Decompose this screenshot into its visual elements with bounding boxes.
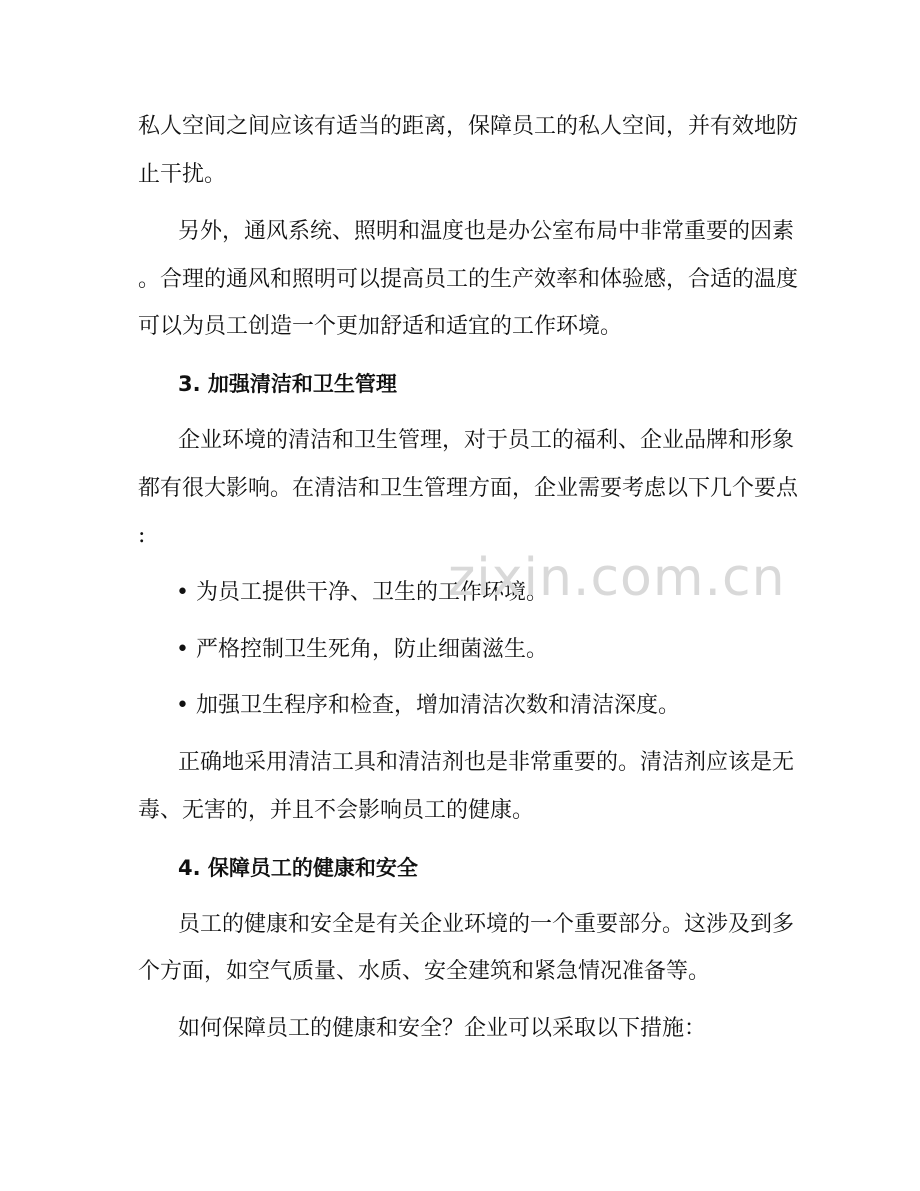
paragraph-line: 企业环境的清洁和卫生管理，对于员工的福利、企业品牌和形象 <box>178 428 795 453</box>
watermark: zixin.com.cn <box>448 548 786 608</box>
paragraph-line: 私人空间之间应该有适当的距离，保障员工的私人空间，并有效地防 <box>138 114 799 139</box>
bullet-item: • 加强卫生程序和检查，增加清洁次数和清洁深度。 <box>176 693 680 718</box>
paragraph-line: 可以为员工创造一个更加舒适和适宜的工作环境。 <box>138 314 623 339</box>
paragraph-line: 。合理的通风和照明可以提高员工的生产效率和体验感，合适的温度 <box>138 267 799 292</box>
paragraph-line: 正确地采用清洁工具和清洁剂也是非常重要的。清洁剂应该是无 <box>178 750 795 775</box>
paragraph-line: 另外，通风系统、照明和温度也是办公室布局中非常重要的因素 <box>178 219 795 244</box>
paragraph-line: : <box>138 523 146 548</box>
section-heading-3: 3. 加强清洁和卫生管理 <box>178 372 397 396</box>
paragraph-line: 如何保障员工的健康和安全？企业可以采取以下措施： <box>178 1016 707 1041</box>
paragraph-line: 个方面，如空气质量、水质、安全建筑和紧急情况准备等。 <box>138 959 711 984</box>
bullet-item: • 严格控制卫生死角，防止细菌滋生。 <box>176 637 548 662</box>
section-heading-4: 4. 保障员工的健康和安全 <box>178 856 418 880</box>
paragraph-line: 都有很大影响。在清洁和卫生管理方面，企业需要考虑以下几个要点 <box>138 476 799 501</box>
paragraph-line: 毒、无害的，并且不会影响员工的健康。 <box>138 798 535 823</box>
paragraph-line: 员工的健康和安全是有关企业环境的一个重要部分。这涉及到多 <box>178 912 795 937</box>
paragraph-line: 止干扰。 <box>138 162 227 187</box>
bullet-item: • 为员工提供干净、卫生的工作环境。 <box>176 580 548 605</box>
